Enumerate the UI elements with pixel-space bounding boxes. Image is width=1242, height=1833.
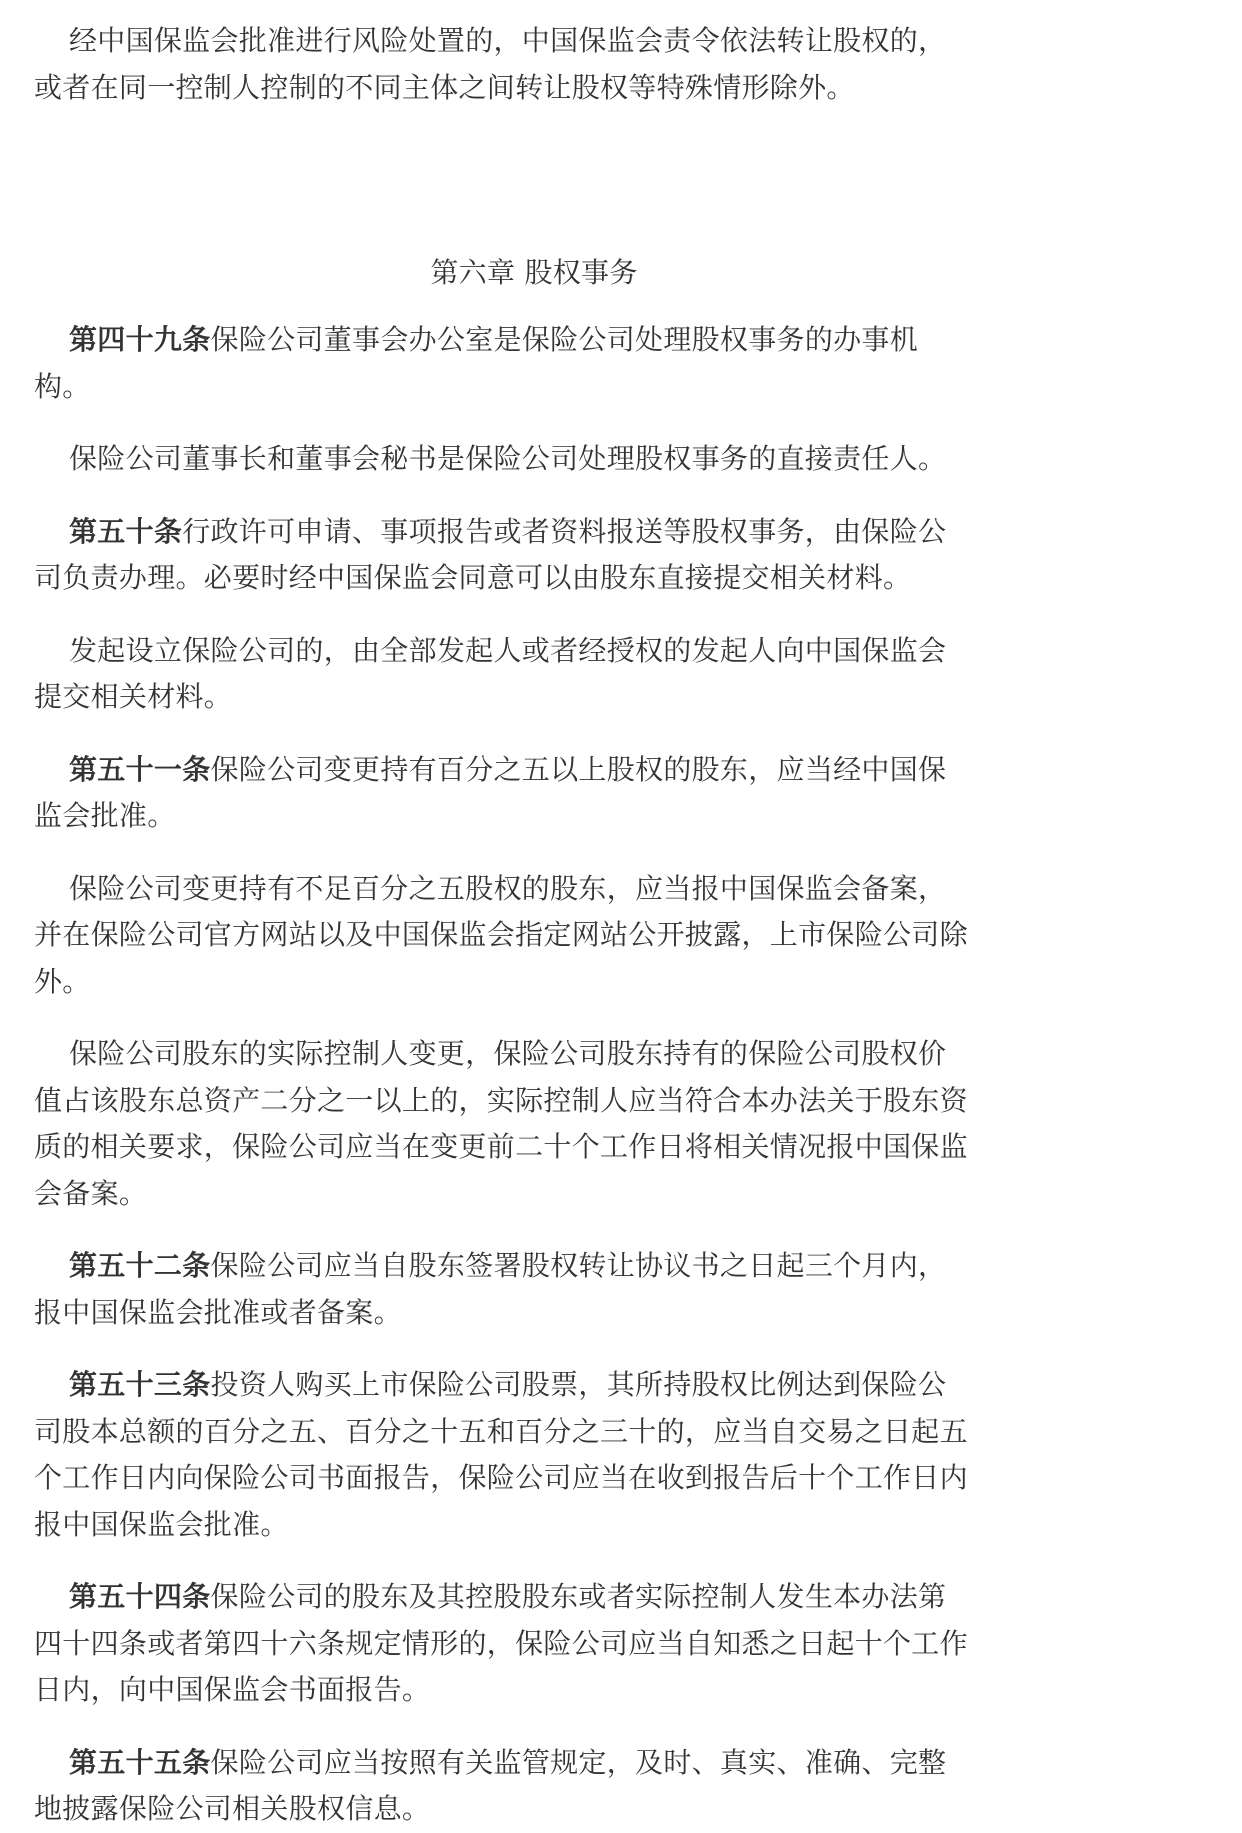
paragraph <box>34 866 969 1006</box>
intro-paragraph <box>34 18 969 111</box>
paragraph <box>34 1031 969 1217</box>
paragraph-text: 保险公司变更持有不足百分之五股权的股东，应当报中国保监会备案，并在保险公司官方网站以及中国保监会指定网站公开披露，上市保险公司除外。 <box>34 871 968 998</box>
document-page <box>34 18 969 1833</box>
article-number: 第五十四条 <box>69 1580 211 1613</box>
paragraph <box>34 436 969 483</box>
article-number: 第五十条 <box>69 514 183 548</box>
paragraph-text: 行政许可申请、事项报告或者资料报送等股权事务，由保险公司负责办理。必要时经中国保监会同意可以由股东直接提交相关材料。 <box>34 514 947 594</box>
paragraph-text: 投资人购买上市保险公司股票，其所持股权比例达到保险公司股本总额的百分之五、百分之十五和百分之三十的，应当自交易之日起五个工作日内向保险公司书面报告，保险公司应当在收到报告后十个工作日内报中国保监会批准。 <box>34 1368 968 1541</box>
article-number: 第五十二条 <box>69 1249 211 1282</box>
paragraph-text: 保险公司董事会办公室是保险公司处理股权事务的办事机构。 <box>34 323 919 403</box>
article-number: 第五十一条 <box>69 752 211 786</box>
paragraph-text: 保险公司董事长和董事会秘书是保险公司处理股权事务的直接责任人。 <box>69 442 947 475</box>
paragraph-article-49 <box>34 317 969 410</box>
paragraph-article-51 <box>34 747 969 840</box>
article-number: 第五十五条 <box>69 1745 211 1779</box>
article-number: 第四十九条 <box>69 323 211 356</box>
chapter-title: 第六章 股权事务 <box>430 256 638 289</box>
paragraph-article-54 <box>34 1574 969 1714</box>
paragraph-text: 保险公司应当按照有关监管规定，及时、真实、准确、完整地披露保险公司相关股权信息。 <box>34 1745 947 1825</box>
paragraph-text: 发起设立保险公司的，由全部发起人或者经授权的发起人向中国保监会提交相关材料。 <box>34 633 947 713</box>
paragraph-text: 保险公司变更持有百分之五以上股权的股东，应当经中国保监会批准。 <box>34 752 947 832</box>
paragraph-text: 保险公司应当自股东签署股权转让协议书之日起三个月内，报中国保监会批准或者备案。 <box>34 1249 947 1329</box>
paragraph-article-53 <box>34 1362 969 1548</box>
paragraph-article-50 <box>34 509 969 602</box>
paragraph-article-52 <box>34 1243 969 1336</box>
paragraph-text: 保险公司股东的实际控制人变更，保险公司股东持有的保险公司股权价值占该股东总资产二分之一以上的，实际控制人应当符合本办法关于股东资质的相关要求，保险公司应当在变更前二十个工作日将相关情况报中国保监会备案。 <box>34 1037 968 1210</box>
paragraph <box>34 628 969 721</box>
paragraph-text: 保险公司的股东及其控股股东或者实际控制人发生本办法第四十四条或者第四十六条规定情形的，保险公司应当自知悉之日起十个工作日内，向中国保监会书面报告。 <box>34 1580 968 1706</box>
article-number: 第五十三条 <box>69 1368 211 1401</box>
paragraph-text: 经中国保监会批准进行风险处置的，中国保监会责令依法转让股权的，或者在同一控制人控制的不同主体之间转让股权等特殊情形除外。 <box>34 24 947 104</box>
paragraph-article-55 <box>34 1740 969 1833</box>
